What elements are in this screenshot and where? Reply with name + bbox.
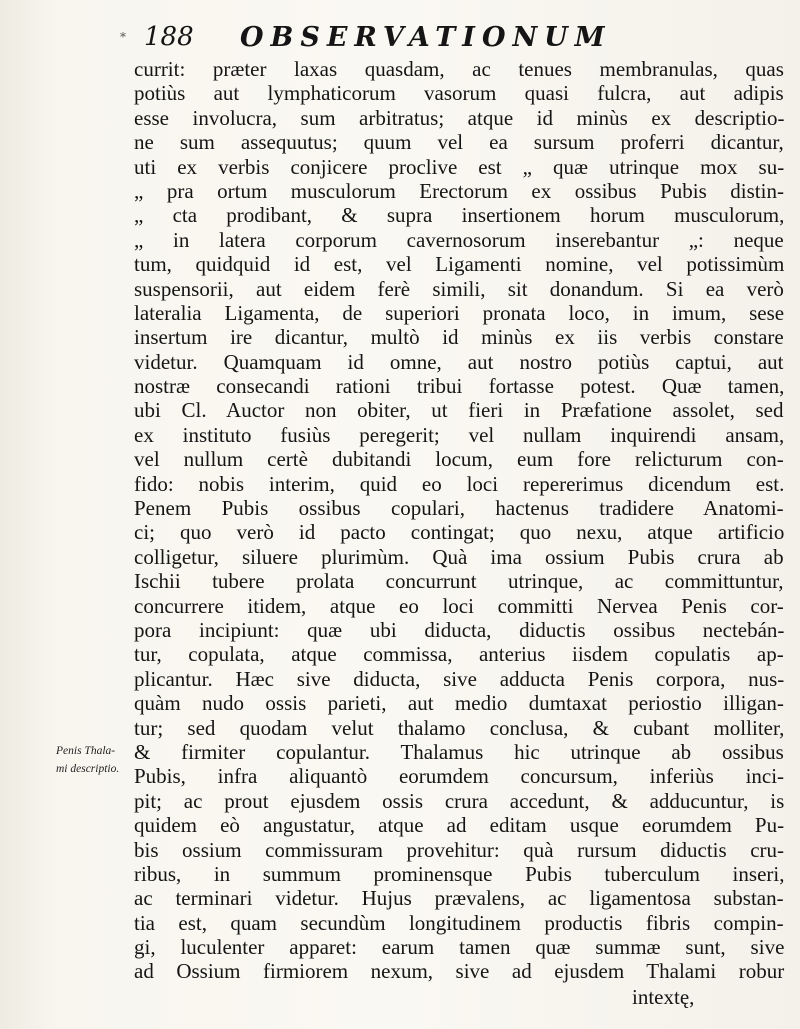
page-number: 188 (144, 22, 194, 52)
text-line: Pubis, infra aliquantò eorumdem concursum, inferiùs inci- (134, 764, 785, 789)
page-mark: * (120, 30, 126, 44)
margin-note (56, 742, 134, 778)
text-line: gi, luculenter apparet: earum tamen quæ summæ sunt, sive (134, 935, 785, 960)
text-line: „ in latera corporum cavernosorum inserebantur „: neque (134, 227, 784, 252)
text-line: suspensorii, aut eidem ferè simili, sit donandum. Si ea verò (134, 276, 784, 301)
text-line: tur; sed quodam velut thalamo conclusa, & cubant molliter, (134, 715, 785, 740)
text-line: pit; ac prout ejusdem ossis crura accedunt, & adducuntur, is (134, 788, 785, 813)
text-line: insertum ire dicantur, multò id minùs ex iis verbis constare (134, 325, 784, 350)
text-line: esse involucra, sum arbitratus; atque id minùs ex descriptio- (134, 105, 785, 130)
text-line: ne sum assequutus; quum vel ea sursum proferri dicantur, (134, 130, 784, 155)
margin-note-line: mi descriptio. (56, 763, 120, 775)
text-line: tur, copulata, atque commissa, anterius iisdem copulatis ap- (134, 642, 784, 667)
text-line: „ cta prodibant, & supra insertionem horum musculorum, (134, 203, 785, 228)
text-line: vel nullum certè dubitandi locum, eum fore relicturum con- (134, 447, 784, 472)
text-line: colligetur, siluere plurimùm. Quà ima ossium Pubis crura ab (134, 544, 784, 569)
text-line: tum, quidquid id est, vel Ligamenti nomine, vel potissimùm (134, 252, 785, 277)
text-line: currit: præter laxas quasdam, ac tenues membranulas, quas (134, 57, 784, 81)
text-line: ad Ossium firmiorem nexum, sive ad ejusdem Thalami robur (134, 959, 785, 984)
running-title: OBSERVATIONUM (240, 22, 612, 53)
margin-note-line: Penis Thala- (56, 745, 116, 757)
text-line: Ischii tubere prolata concurrunt utrinque, ac committuntur, (134, 569, 784, 594)
text-line: quidem eò angustatur, atque ad editam usque eorumdem Pu- (134, 813, 785, 838)
text-line: ex instituto fusiùs peregerit; vel nullam inquirendi ansam, (134, 422, 785, 447)
text-line: Penem Pubis ossibus copulari, hactenus tradidere Anatomi- (134, 496, 784, 521)
text-line: ac terminari videtur. Hujus prævalens, ac ligamentosa substan- (134, 886, 784, 911)
catchword: intextę, (632, 985, 695, 1009)
text-line: ci; quo verò id pacto contingat; quo nexu, atque artificio (134, 520, 785, 545)
body-text (134, 57, 794, 984)
text-line: tia est, quam secundùm longitudinem productis fibris compin- (134, 910, 784, 935)
text-line: nostræ consecandi rationi tribui fortasse potest. Quæ tamen, (134, 374, 785, 399)
text-line: plicantur. Hæc sive diducta, sive adducta Penis corpora, nus- (134, 666, 785, 691)
text-line: „ pra ortum musculorum Erectorum ex ossibus Pubis distin- (134, 178, 784, 203)
text-line: potiùs aut lymphaticorum vasorum quasi fulcra, aut adipis (134, 81, 784, 106)
text-line: bis ossium commissuram provehitur: quà rursum diductis cru- (134, 837, 785, 862)
text-line: pora incipiunt: quæ ubi diducta, diductis ossibus nectebán- (134, 617, 785, 642)
text-line: quàm nudo ossis parieti, aut medio dumtaxat periostio illigan- (134, 691, 784, 716)
text-line: videtur. Quamquam id omne, aut nostro potiùs captui, aut (134, 349, 784, 374)
text-line: uti ex verbis conjicere proclive est „ quæ utrinque mox su- (134, 154, 785, 179)
text-line: & firmiter copulantur. Thalamus hic utrinque ab ossibus (134, 739, 784, 764)
text-line: lateralia Ligamenta, de superiori pronata loco, in imum, sese (134, 300, 785, 325)
text-line: concurrere itidem, atque eo loci committi Nervea Penis cor- (134, 593, 784, 618)
text-line: ribus, in summum prominensque Pubis tuberculum inseri, (134, 861, 785, 886)
page-header (120, 20, 740, 56)
text-line: ubi Cl. Auctor non obiter, ut fieri in Præfatione assolet, sed (134, 398, 784, 423)
text-line: fido: nobis interim, quid eo loci repererimus dicendum est. (134, 471, 785, 496)
